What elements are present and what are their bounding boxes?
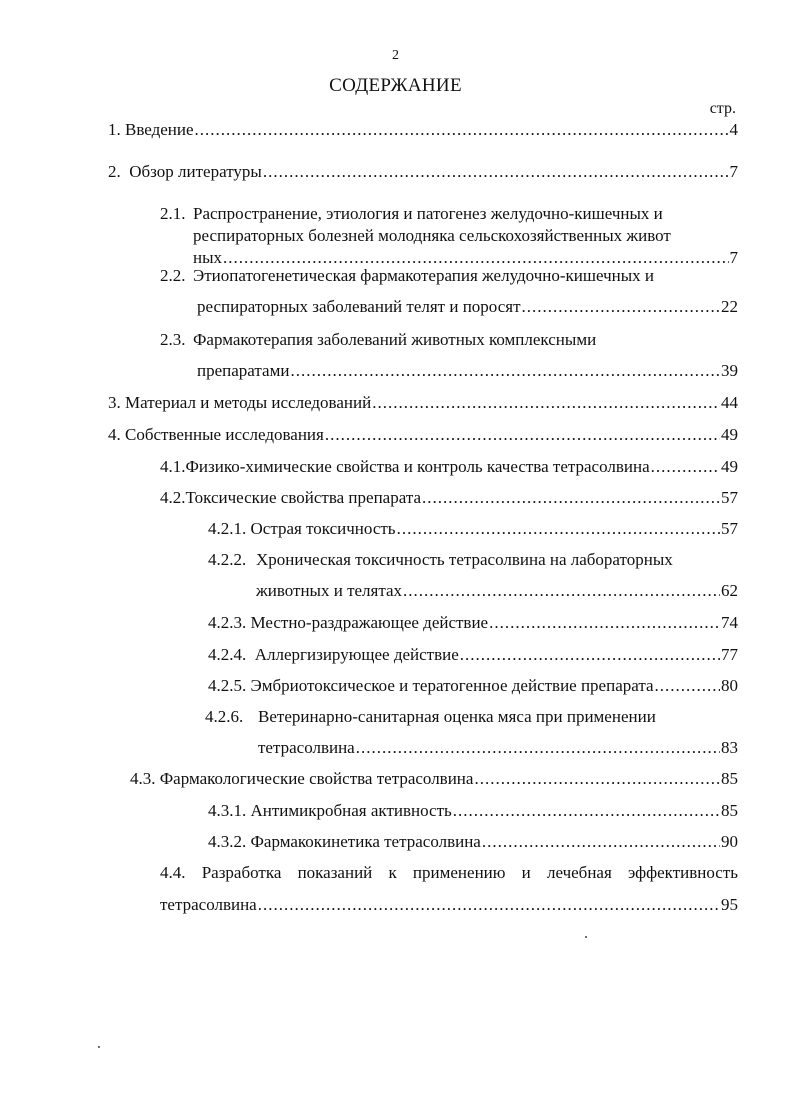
leader-dots — [356, 737, 720, 759]
toc-entry-title: Токсические свойства препарата — [185, 488, 422, 507]
leader-dots — [460, 644, 720, 666]
toc-entry-page: 49 — [721, 457, 738, 476]
toc-entry — [108, 392, 738, 414]
toc-entry — [258, 737, 738, 759]
toc-entry — [208, 644, 738, 666]
toc-entry-title-line — [160, 862, 738, 884]
toc-entry-number: 4.3.1. — [208, 801, 247, 820]
toc-entry-page: 4 — [729, 120, 738, 139]
toc-entry — [160, 487, 738, 509]
leader-dots — [453, 800, 720, 822]
toc-entry-page: 90 — [721, 832, 738, 851]
toc-entry — [108, 424, 738, 446]
toc-entry — [256, 580, 738, 602]
toc-entry-page: 44 — [721, 393, 738, 412]
leader-dots — [397, 518, 720, 540]
toc-entry-title-line: тетрасолвина — [160, 895, 257, 914]
toc-entry-number: 4. — [108, 425, 121, 444]
leader-dots — [258, 894, 720, 916]
toc-entry-title-line: препаратами — [197, 361, 290, 380]
toc-entry-title-line: респираторных болезней молодняка сельскохозяйственных живот — [193, 226, 671, 245]
toc-entry-page: 22 — [721, 297, 738, 316]
leader-dots — [195, 119, 729, 141]
toc-entry-page: 83 — [721, 738, 738, 757]
toc-entry-number: 4.2.1. — [208, 519, 247, 538]
toc-entry-page: 85 — [721, 769, 738, 788]
toc-entry-title-line: тетрасолвина — [258, 738, 355, 757]
scan-speck — [585, 936, 587, 938]
toc-entry-number: 3. — [108, 393, 121, 412]
toc-entry — [197, 360, 738, 382]
toc-entry-title: Эмбриотоксическое и тератогенное действие препарата — [250, 676, 654, 695]
leader-dots — [263, 161, 729, 183]
toc-entry-number: 4.3.2. — [208, 832, 247, 851]
toc-entry-title: Антимикробная активность — [250, 801, 452, 820]
toc-entry-page: 49 — [721, 425, 738, 444]
toc-entry-page: 62 — [721, 581, 738, 600]
leader-dots — [655, 675, 720, 697]
toc-entry-number: 2.1. — [160, 204, 186, 223]
toc-entry-page: 7 — [729, 162, 738, 181]
scan-speck — [98, 1046, 100, 1048]
leader-dots — [482, 831, 720, 853]
toc-entry-page: 74 — [721, 613, 738, 632]
toc-entry-title: Собственные исследования — [125, 425, 324, 444]
toc-entry-number: 4.2. — [160, 488, 186, 507]
toc-entry-number: 4.1. — [160, 457, 186, 476]
toc-entry-title: Фармакологические свойства тетрасолвина — [159, 769, 474, 788]
leader-dots — [474, 768, 720, 790]
toc-entry-title-line: Хроническая токсичность тетрасолвина на лабораторных — [256, 550, 673, 569]
toc-entry-title-line: Ветеринарно-санитарная оценка мяса при применении — [258, 707, 656, 726]
toc-entry-title-line: Этиопатогенетическая фармакотерапия желудочно-кишечных и — [193, 266, 655, 285]
toc-entry — [197, 296, 738, 318]
toc-entry-page: 7 — [729, 248, 738, 267]
toc-entry-number: 2.3. — [160, 330, 186, 349]
toc-entry — [208, 800, 738, 822]
toc-entry-page: 57 — [721, 488, 738, 507]
toc-entry-number: 1. — [108, 120, 121, 139]
toc-entry-title-line: животных и телятах — [256, 581, 403, 600]
toc-entry-number: 4.2.2. — [208, 550, 247, 569]
toc-entry-title: Местно-раздражающее действие — [250, 613, 489, 632]
toc-entry — [108, 161, 738, 183]
toc-entry-title-line: ных — [193, 248, 223, 267]
toc-entry-page: 85 — [721, 801, 738, 820]
toc-entry-number: 4.2.6. — [205, 707, 244, 726]
page-column-label: стр. — [709, 100, 736, 117]
leader-dots — [372, 392, 720, 414]
toc-entry-title-line-text: Разработка показаний к применению и лечебная эффективность — [201, 863, 738, 882]
toc-entry-number: 4.2.3. — [208, 613, 247, 632]
toc-entry-title: Обзор литературы — [129, 162, 262, 181]
toc-entry-number: 4.3. — [130, 769, 156, 788]
toc-entry-title: Острая токсичность — [250, 519, 396, 538]
toc-entry-page: 95 — [721, 895, 738, 914]
toc-entry-page: 57 — [721, 519, 738, 538]
page-title: СОДЕРЖАНИЕ — [329, 75, 462, 96]
toc-entry-page: 80 — [721, 676, 738, 695]
toc-entry-page: 77 — [721, 645, 738, 664]
toc-entry-title: Фармакокинетика тетрасолвина — [250, 832, 481, 851]
toc-entry-number: 4.4. — [160, 863, 186, 882]
toc-entry-title: Материал и методы исследований — [125, 393, 372, 412]
toc-entry — [208, 831, 738, 853]
toc-entry-title: Аллергизирующее действие — [254, 645, 459, 664]
toc-entry-title-line: респираторных заболеваний телят и поросят — [197, 297, 521, 316]
toc-entry — [108, 119, 738, 141]
leader-dots — [422, 487, 720, 509]
toc-entry-number: 4.2.5. — [208, 676, 247, 695]
toc-entry-title-line: Фармакотерапия заболеваний животных комплексными — [193, 330, 597, 349]
toc-entry-number: 2.2. — [160, 266, 186, 285]
toc-entry — [160, 894, 738, 916]
toc-entry-number: 2. — [108, 162, 121, 181]
toc-entry — [208, 675, 738, 697]
leader-dots — [489, 612, 720, 634]
toc-entry — [130, 768, 738, 790]
leader-dots — [325, 424, 720, 446]
toc-entry-number: 4.2.4. — [208, 645, 247, 664]
toc-entry-title-line: Распространение, этиология и патогенез желудочно-кишечных и — [193, 204, 663, 223]
page-number: 2 — [392, 48, 399, 63]
toc-entry — [160, 456, 738, 478]
toc-entry-page: 39 — [721, 361, 738, 380]
leader-dots — [290, 360, 720, 382]
toc-entry — [208, 518, 738, 540]
leader-dots — [522, 296, 720, 318]
leader-dots — [403, 580, 720, 602]
leader-dots — [651, 456, 720, 478]
toc-entry-title: Введение — [125, 120, 194, 139]
toc-entry-title: Физико-химические свойства и контроль качества тетрасолвина — [185, 457, 650, 476]
toc-entry — [208, 612, 738, 634]
